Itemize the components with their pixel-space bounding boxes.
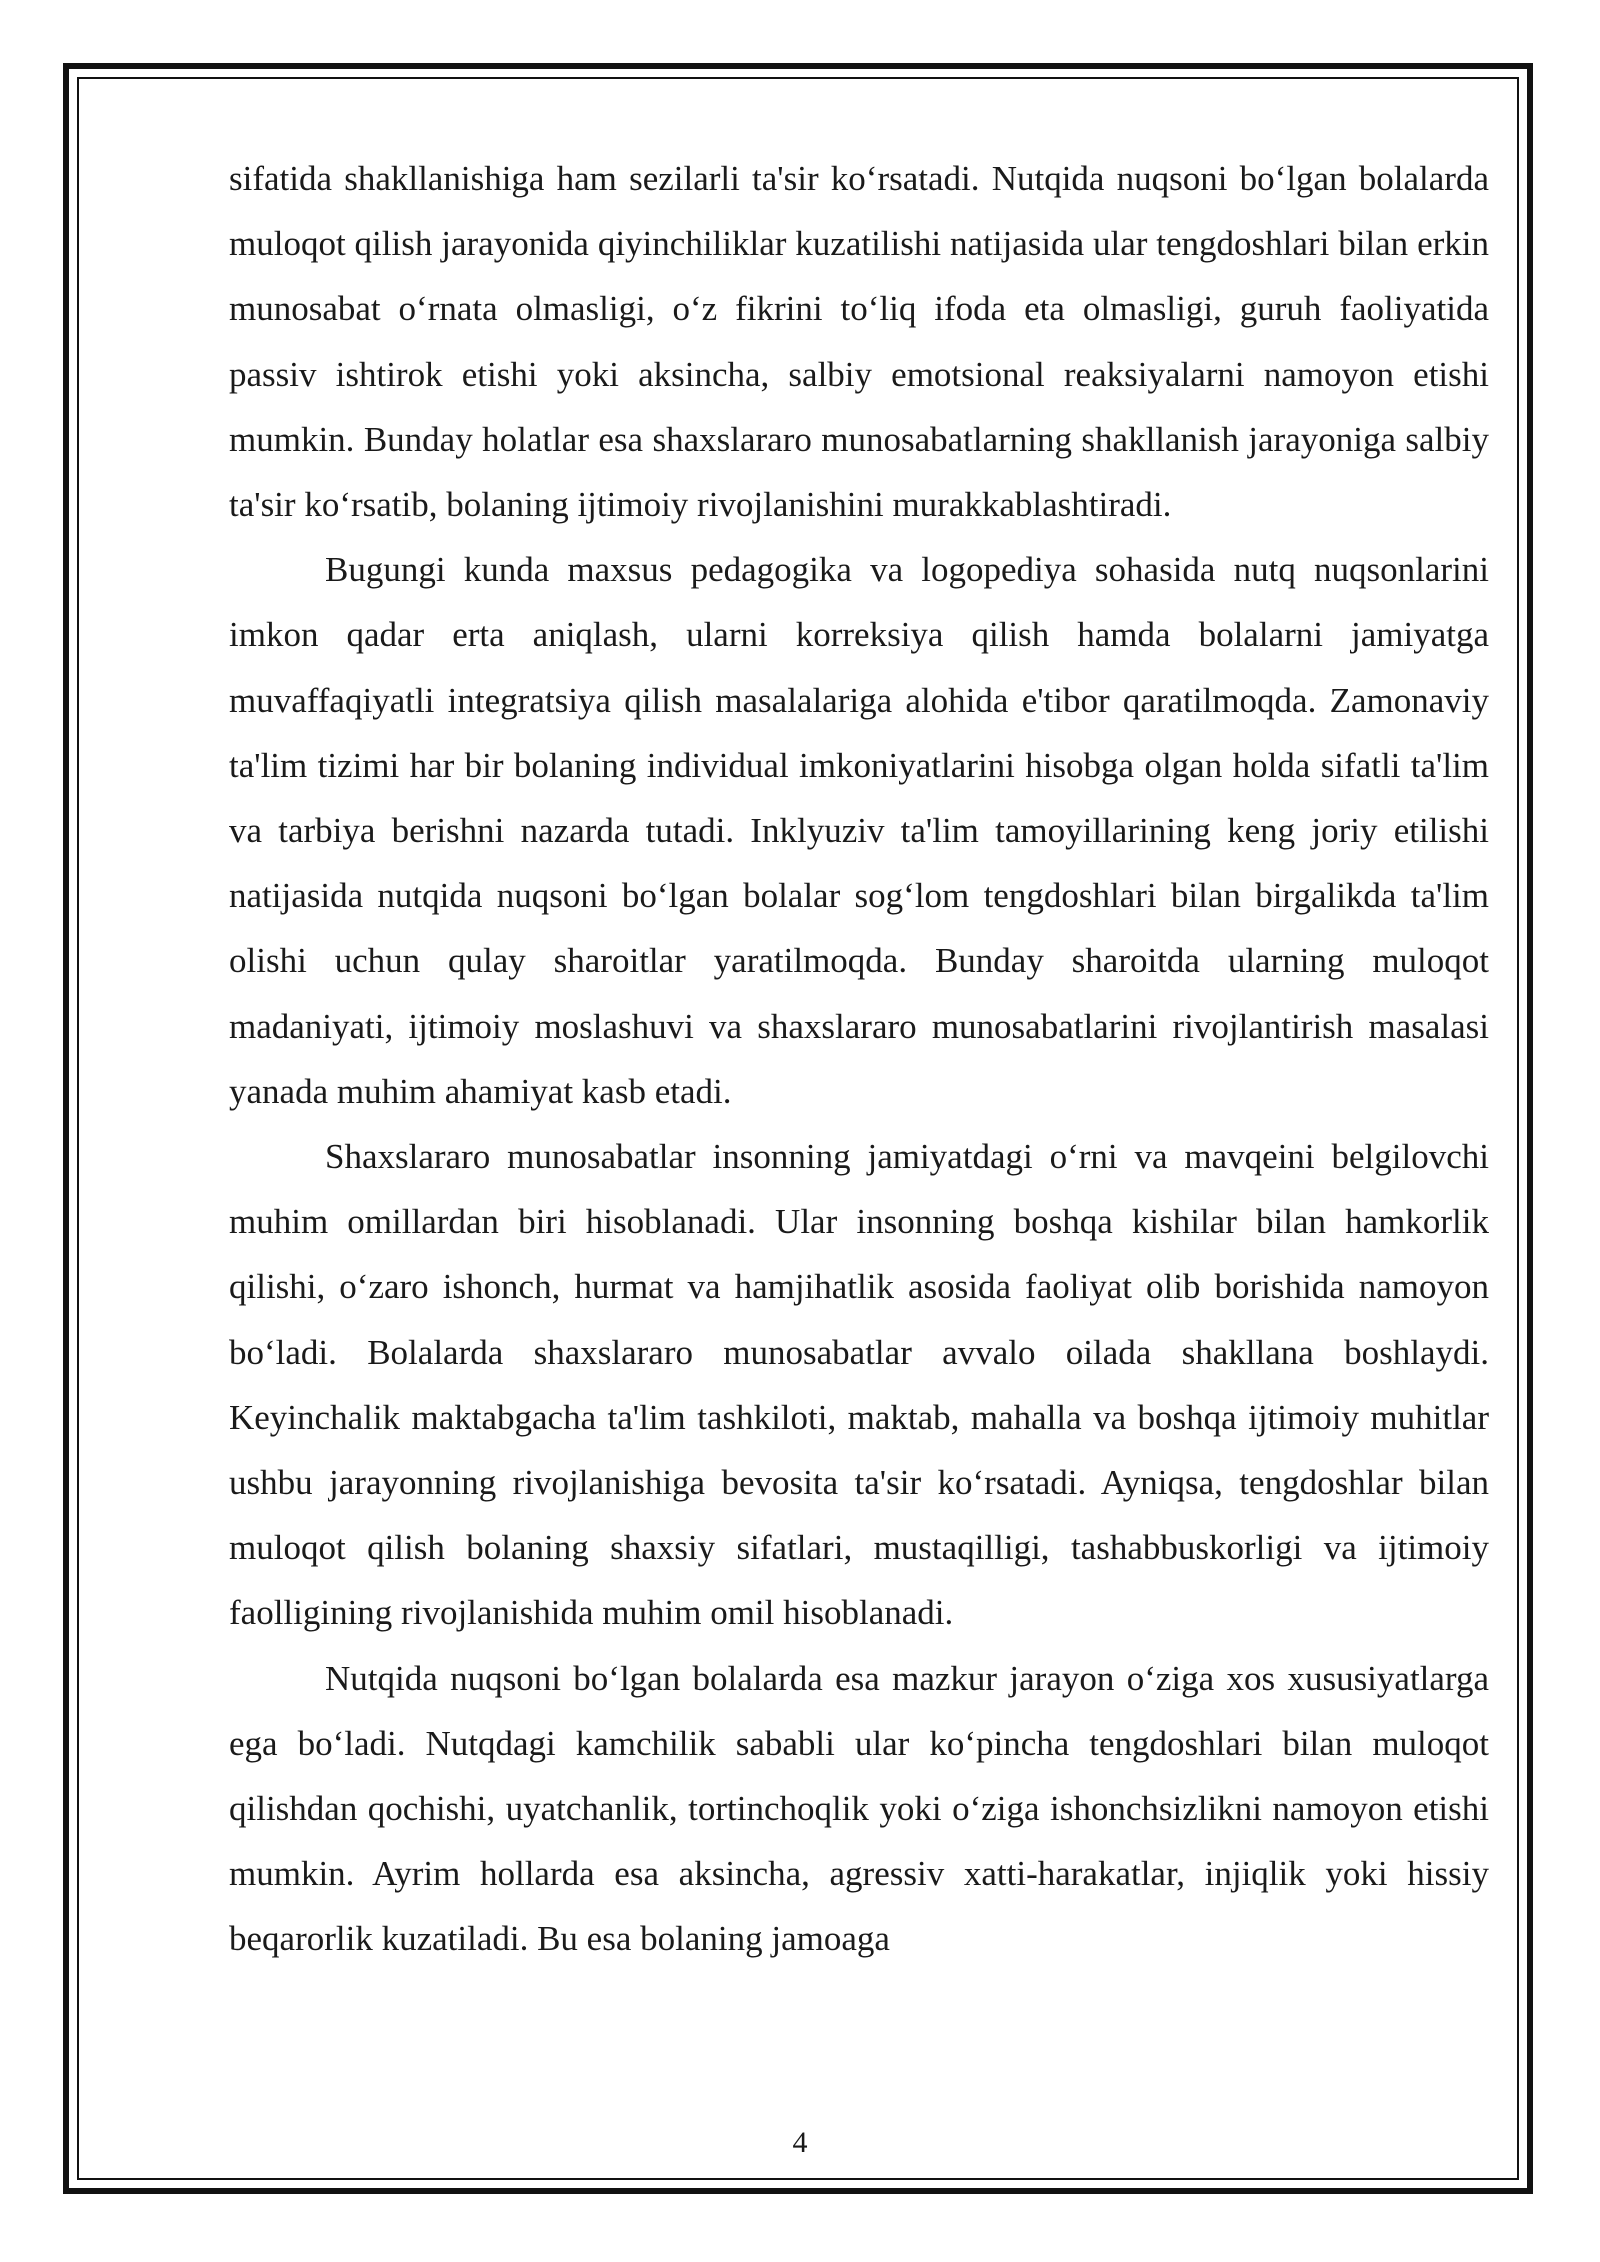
body-text — [229, 146, 1489, 1972]
paragraph-1: sifatida shakllanishiga ham sezilarli ta'sir ko‘rsatadi. Nutqida nuqsoni bo‘lgan bolalarda muloqot qilish jarayonida qiyinchiliklar kuzatilishi natijasida ular tengdoshlari bilan erkin munosabat o‘rnata olmasligi, o‘z fikrini to‘liq ifoda eta olmasligi, guruh faoliyatida passiv ishtirok etishi yoki aksincha, salbiy emotsional reaksiyalarni namoyon etishi mumkin. Bunday holatlar esa shaxslararo munosabatlarning shakllanish jarayoniga salbiy ta'sir ko‘rsatib, bolaning ijtimoiy rivojlanishini murakkablashtiradi. — [229, 159, 1489, 525]
paragraph-2: Bugungi kunda maxsus pedagogika va logopediya sohasida nutq nuqsonlarini imkon qadar erta aniqlash, ularni korreksiya qilish hamda bolalarni jamiyatga muvaffaqiyatli integratsiya qilish masalalariga alohida e'tibor qaratilmoqda. Zamonaviy ta'lim tizimi har bir bolaning individual imkoniyatlarini hisobga olgan holda sifatli ta'lim va tarbiya berishni nazarda tutadi. Inklyuziv ta'lim tamoyillarining keng joriy etilishi natijasida nutqida nuqsoni bo‘lgan bolalar sog‘lom tengdoshlari bilan birgalikda ta'lim olishi uchun qulay sharoitlar yaratilmoqda. Bunday sharoitda ularning muloqot madaniyati, ijtimoiy moslashuvi va shaxslararo munosabatlarini rivojlantirish masalasi yanada muhim ahamiyat kasb etadi. — [229, 550, 1489, 1111]
page-number: 4 — [792, 2126, 808, 2159]
paragraph-4: Nutqida nuqsoni bo‘lgan bolalarda esa mazkur jarayon o‘ziga xos xususiyatlarga ega bo‘ladi. Nutqdagi kamchilik sababli ular ko‘pincha tengdoshlari bilan muloqot qilishdan qochishi, uyatchanlik, tortinchoqlik yoki o‘ziga ishonchsizlikni namoyon etishi mumkin. Ayrim hollarda esa aksincha, agressiv xatti-harakatlar, injiqlik yoki hissiy beqarorlik kuzatiladi. Bu esa bolaning jamoaga — [229, 1658, 1489, 1959]
paragraph-3: Shaxslararo munosabatlar insonning jamiyatdagi o‘rni va mavqeini belgilovchi muhim omillardan biri hisoblanadi. Ular insonning boshqa kishilar bilan hamkorlik qilishi, o‘zaro ishonch, hurmat va hamjihatlik asosida faoliyat olib borishida namoyon bo‘ladi. Bolalarda shaxslararo munosabatlar avvalo oilada shakllana boshlaydi. Keyinchalik maktabgacha ta'lim tashkiloti, maktab, mahalla va boshqa ijtimoiy muhitlar ushbu jarayonning rivojlanishiga bevosita ta'sir ko‘rsatadi. Ayniqsa, tengdoshlar bilan muloqot qilish bolaning shaxsiy sifatlari, mustaqilligi, tashabbuskorligi va ijtimoiy faolligining rivojlanishida muhim omil hisoblanadi. — [229, 1137, 1489, 1633]
